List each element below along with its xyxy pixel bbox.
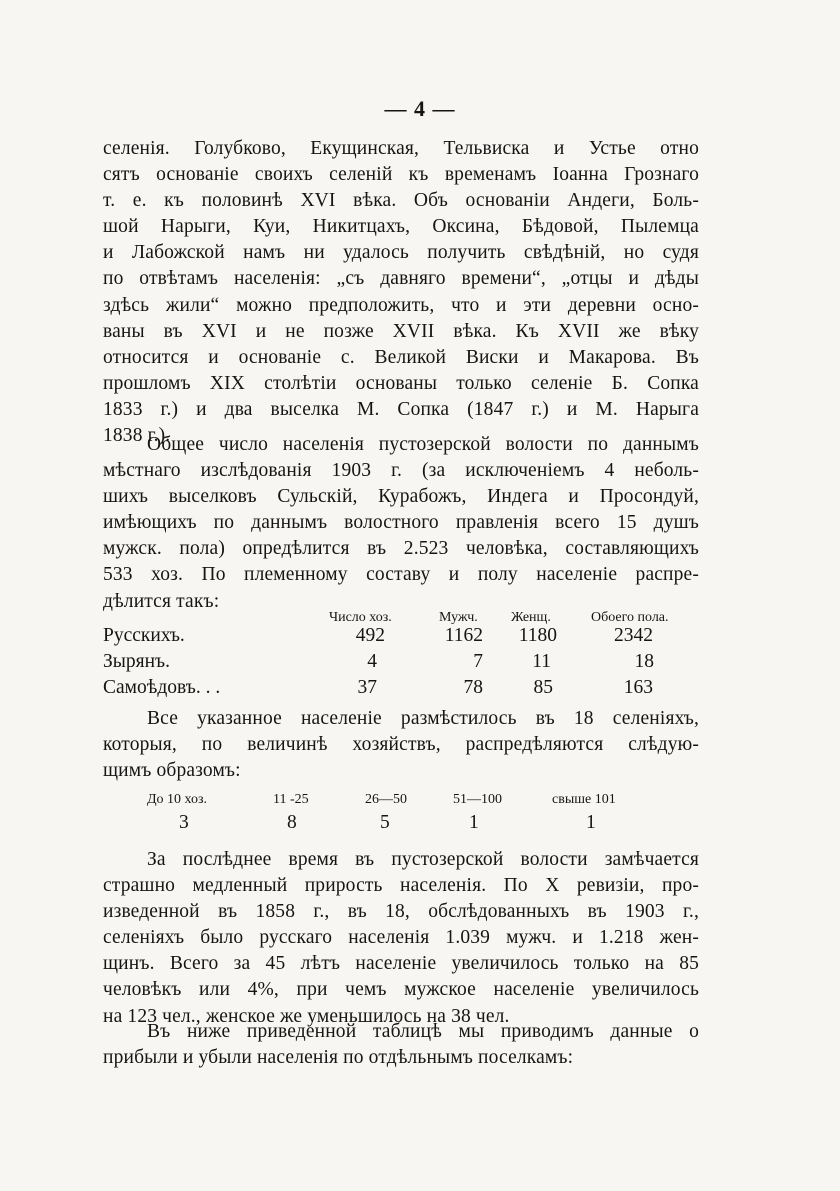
table-cell: 2342: [614, 625, 653, 646]
household-size-table: [103, 792, 703, 842]
text-line: селенія. Голубково, Екущинская, Тельвиска и Устье отно: [103, 138, 699, 159]
text-line: человѣкъ или 4%, при чемъ мужское населеніе увеличилось: [103, 979, 699, 1001]
column-header: 51—100: [453, 792, 502, 807]
table-cell: 11: [532, 651, 551, 672]
table-cell: 163: [623, 677, 653, 698]
text-line: по отвѣтамъ населенія: „съ давняго времени“, „отцы и дѣды: [103, 268, 699, 290]
text-line: относится и основаніе с. Великой Виски и Макарова. Въ: [103, 346, 699, 368]
text-line: страшно медленный прирость населенія. По X ревизіи, про-: [103, 875, 699, 897]
table-cell: 5: [380, 812, 390, 833]
text-line: мужск. пола) опредѣлится въ 2.523 человѣка, составляющихъ: [103, 538, 699, 560]
table-cell: 7: [473, 651, 483, 672]
text-line: Все указанное населеніе размѣстилось въ 18 селеніяхъ,: [147, 708, 699, 729]
column-header: Число хоз.: [329, 610, 392, 625]
text-line: 1838 г.).: [103, 425, 171, 447]
table-cell: 3: [179, 812, 189, 833]
row-label: Русскихъ.: [103, 625, 185, 646]
text-line: щинъ. Всего за 45 лѣтъ населеніе увеличилось только на 85: [103, 953, 699, 975]
table-cell: 1180: [518, 625, 557, 646]
text-line: которыя, по величинѣ хозяйствъ, распредѣляются слѣдую-: [103, 734, 699, 756]
paragraph-settlements: [103, 706, 699, 784]
text-line: селеніяхъ было русскаго населенія 1.039 мужч. и 1.218 жен-: [103, 927, 699, 949]
text-line: сятъ основаніе своихъ селеній къ временамъ Іоанна Грознаго: [103, 164, 699, 186]
population-table: [103, 598, 703, 708]
text-line: прибыли и убыли населенія по отдѣльнымъ поселкамъ:: [103, 1047, 574, 1069]
paragraph-table-intro: [103, 1019, 699, 1071]
page-number: — 4 —: [384, 96, 456, 121]
text-line: шой Нарыги, Куи, Никитцахъ, Оксина, Бѣдовой, Пылемца: [103, 216, 699, 238]
text-line: изведенной въ 1858 г., въ 18, обслѣдованныхъ въ 1903 г.,: [103, 901, 699, 923]
column-header: 26—50: [365, 792, 407, 807]
column-header: свыше 101: [552, 792, 616, 807]
table-cell: 85: [533, 677, 553, 698]
text-line: Общее число населенія пустозерской волости по даннымъ: [147, 434, 699, 455]
text-line: т. е. къ половинѣ XVI вѣка. Объ основаніи Андеги, Боль-: [103, 190, 699, 212]
text-line: дѣлится такъ:: [103, 590, 220, 612]
paragraph-population-growth: [103, 847, 699, 1030]
column-header: Мужч.: [439, 610, 478, 625]
paragraph-population-total: [103, 432, 699, 615]
text-line: За послѣднее время въ пустозерской волости замѣчается: [147, 849, 699, 870]
table-cell: 18: [634, 651, 654, 672]
text-line: шихъ выселковъ Сульскій, Курабожъ, Индега и Просондуй,: [103, 486, 699, 508]
text-line: имѣющихъ по даннымъ волостного правленія всего 15 душъ: [103, 512, 699, 534]
text-line: 533 хоз. По племенному составу и полу населеніе распре-: [103, 564, 699, 586]
row-label: Самоѣдовъ. . .: [103, 677, 221, 698]
text-line: мѣстнаго изслѣдованія 1903 г. (за исключеніемъ 4 неболь-: [103, 460, 699, 482]
table-cell: 4: [367, 651, 377, 672]
table-cell: 8: [287, 812, 297, 833]
table-cell: 1: [586, 812, 596, 833]
text-line: прошломъ XIX столѣтіи основаны только селеніе Б. Сопка: [103, 372, 699, 394]
text-line: ваны въ XVI и не позже XVII вѣка. Къ XVII же вѣку: [103, 320, 699, 342]
text-line: Въ ниже приведенной таблицѣ мы приводимъ данные о: [147, 1021, 699, 1042]
text-line: щимъ образомъ:: [103, 760, 241, 782]
text-line: здѣсь жили“ можно предположить, что и эти деревни осно-: [103, 294, 699, 316]
table-cell: 492: [355, 625, 385, 646]
row-label: Зырянъ.: [103, 651, 170, 672]
table-cell: 78: [463, 677, 483, 698]
column-header: 11 -25: [273, 792, 309, 807]
text-line: на 123 чел., женское же уменьшилось на 38 чел.: [103, 1005, 510, 1027]
text-line: 1833 г.) и два выселка М. Сопка (1847 г.) и М. Нарыга: [103, 398, 699, 420]
text-line: и Лабожской намъ ни удалось получить свѣдѣній, но судя: [103, 242, 699, 264]
paragraph-settlement-history: [103, 136, 699, 449]
column-header: До 10 хоз.: [147, 792, 208, 807]
table-cell: 1162: [444, 625, 483, 646]
table-cell: 1: [469, 812, 479, 833]
column-header: Женщ.: [511, 610, 551, 625]
table-cell: 37: [357, 677, 377, 698]
column-header: Обоего пола.: [591, 610, 669, 625]
